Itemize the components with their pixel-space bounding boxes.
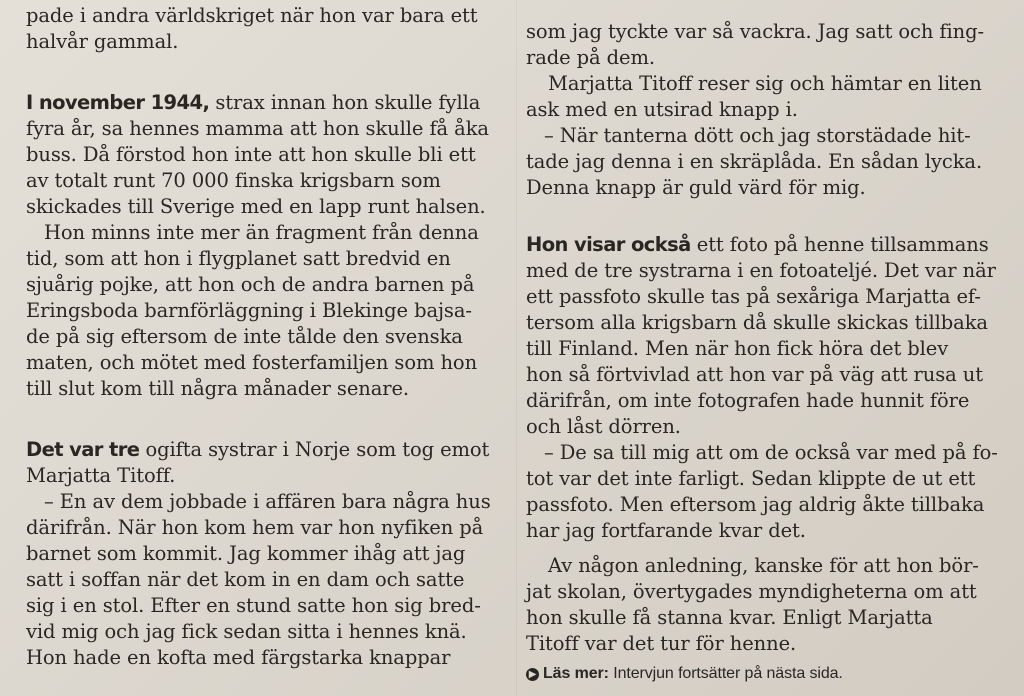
text-line: barnet som kommit. Jag kommer ihåg att jag — [26, 542, 466, 565]
text-line: vid mig och jag fick sedan sitta i hennes knä. — [26, 620, 467, 643]
text-run: strax innan hon skulle fylla — [209, 91, 481, 114]
text-line: ett passfoto skulle tas på sexåriga Marjatta ef- — [526, 285, 981, 308]
text-line: Titoff var det tur för henne. — [526, 632, 797, 655]
text-line: skickades till Sverige med en lapp runt halsen. — [26, 195, 486, 218]
lead-in: Det var tre — [26, 438, 140, 461]
lead-in: Hon visar också — [526, 233, 691, 256]
text-line: ask med en utsirad knapp i. — [526, 98, 798, 121]
text-line: rade på dem. — [526, 46, 655, 69]
text-line: tot var det inte farligt. Sedan klippte de ut ett — [526, 467, 976, 490]
text-line: sjuårig pojke, att hon och de andra barnen på — [26, 273, 475, 296]
text-run: ett foto på henne tillsammans — [690, 233, 989, 256]
text-line: – När tanterna dött och jag storstädade hit- — [544, 124, 971, 147]
text-line: till slut kom till några månader senare. — [26, 377, 410, 400]
text-line: maten, och mötet med fosterfamiljen som hon — [26, 351, 478, 374]
read-more-label: Läs mer: — [543, 665, 609, 682]
text-line: Denna knapp är guld värd för mig. — [526, 176, 866, 199]
read-more-text: Intervjun fortsätter på nästa sida. — [608, 665, 843, 682]
text-line: de på sig eftersom de inte tålde den svenska — [26, 325, 463, 348]
text-line: därifrån, om inte fotografen hade hunnit före — [526, 389, 970, 412]
text-line: jat skolan, övertygades myndigheterna om att — [526, 580, 977, 603]
text-line: hon så förtvivlad att hon var på väg att rusa ut — [526, 363, 983, 386]
text-line: satt i soffan när det kom in en dam och satte — [26, 568, 465, 591]
text-line: Hon hade en kofta med färgstarka knappar — [26, 646, 451, 669]
paragraph-lead-line — [526, 232, 989, 258]
text-line: sig i en stol. Efter en stund satte hon sig bred- — [26, 594, 481, 617]
text-line: tade jag denna i en skräplåda. En sådan lycka. — [526, 150, 983, 173]
text-line: tid, som att hon i flygplanet satt bredvid en — [26, 247, 451, 270]
text-line: Marjatta Titoff reser sig och hämtar en liten — [548, 72, 982, 95]
lead-in: I november 1944, — [26, 91, 210, 114]
text-line: därifrån. När hon kom hem var hon nyfiken på — [26, 516, 484, 539]
text-line: har jag fortfarande kvar det. — [526, 519, 806, 542]
read-more-line — [526, 661, 843, 687]
text-line: buss. Då förstod hon inte att hon skulle bli ett — [26, 143, 476, 166]
paragraph-lead-line — [26, 437, 489, 463]
text-line: Eringsboda barnförläggning i Blekinge bajsa- — [26, 299, 472, 322]
text-line: – En av dem jobbade i affären bara några hus — [44, 490, 491, 513]
text-run: ogifta systrar i Norje som tog emot — [139, 438, 490, 461]
text-line: som jag tyckte var så vackra. Jag satt och fing- — [526, 20, 985, 43]
text-line: pade i andra världskriget när hon var bara ett — [26, 4, 478, 27]
text-line: fyra år, sa hennes mamma att hon skulle få åka — [26, 117, 489, 140]
paragraph-lead-line — [26, 90, 480, 116]
text-line: Hon minns inte mer än fragment från denna — [44, 221, 479, 244]
text-line: passfoto. Men eftersom jag aldrig åkte tillbaka — [526, 493, 985, 516]
text-line: till Finland. Men när hon fick höra det blev — [526, 337, 949, 360]
text-line: – De sa till mig att om de också var med på fo- — [544, 441, 998, 464]
text-line: tersom alla krigsbarn då skulle skickas tillbaka — [526, 311, 988, 334]
text-line: med de tre systrarna i en fotoateljé. Det var när — [526, 259, 996, 282]
text-line: halvår gammal. — [26, 30, 179, 53]
column-gutter — [516, 0, 517, 696]
text-line: Av någon anledning, kanske för att hon bör- — [548, 554, 979, 577]
text-line: hon skulle få stanna kvar. Enligt Marjatta — [526, 606, 933, 629]
text-line: av totalt runt 70 000 finska krigsbarn som — [26, 169, 441, 192]
text-line: Marjatta Titoff. — [26, 464, 176, 487]
arrow-right-circle-icon: ▶ — [526, 668, 539, 681]
text-line: och låst dörren. — [526, 415, 681, 438]
